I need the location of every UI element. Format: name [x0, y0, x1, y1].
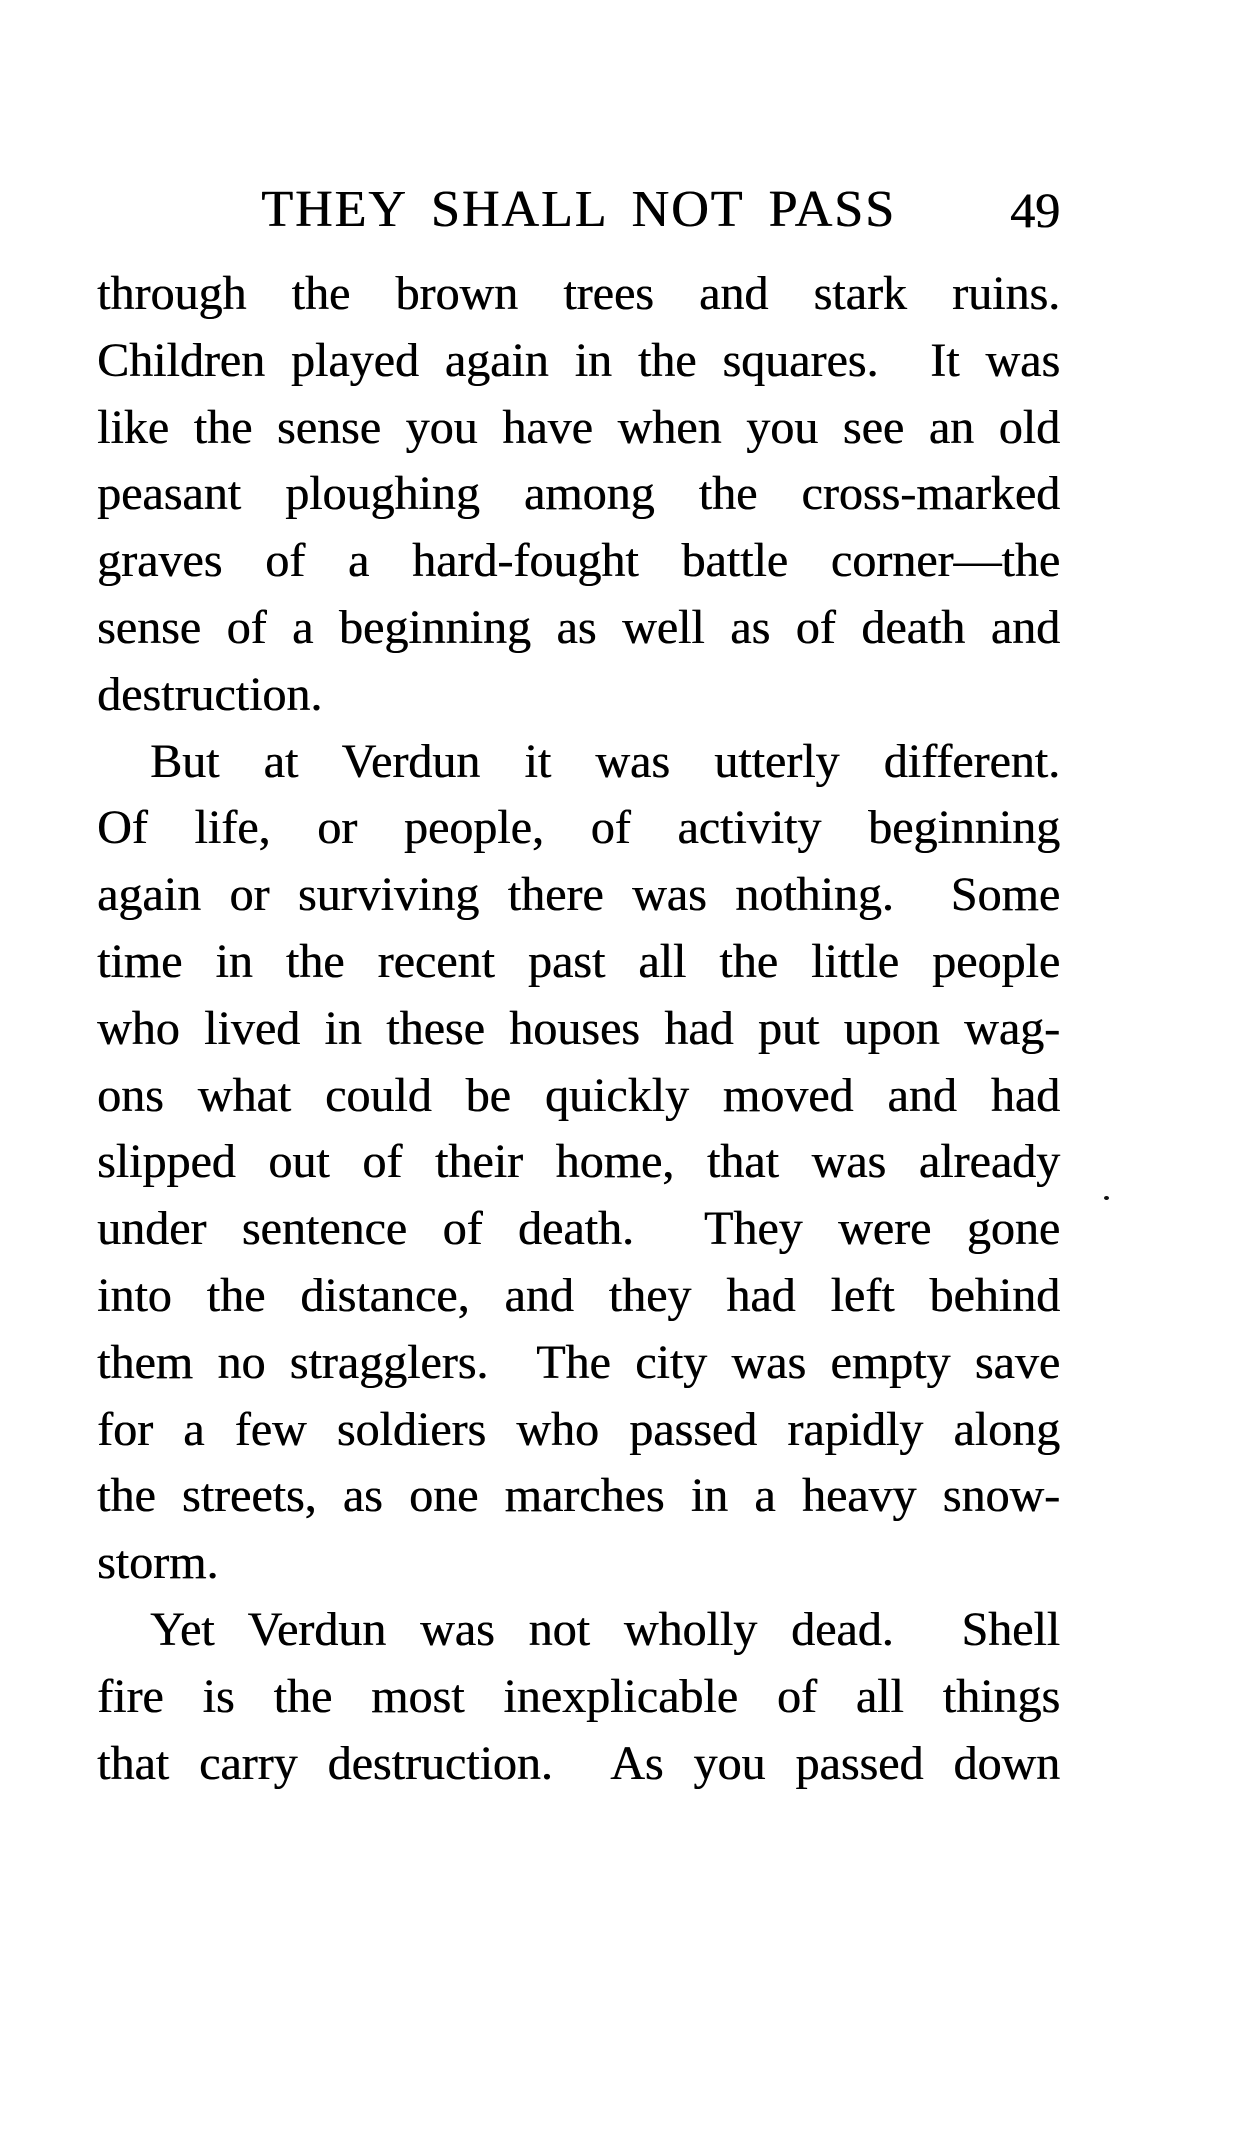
- text-line: But at Verdun it was utterly different.: [150, 734, 1060, 788]
- text-line: time in the recent past all the little people: [97, 934, 1060, 988]
- text-line: under sentence of death. They were gone: [97, 1202, 1060, 1256]
- text-line: slipped out of their home, that was already: [97, 1135, 1060, 1189]
- text-line: peasant ploughing among the cross-marked: [97, 467, 1060, 521]
- text-line: again or surviving there was nothing. Some: [97, 868, 1060, 922]
- text-line: who lived in these houses had put upon wag-: [97, 1001, 1060, 1055]
- text-line: that carry destruction. As you passed down: [97, 1736, 1060, 1790]
- text-line: sense of a beginning as well as of death and: [97, 600, 1060, 654]
- page-title: THEY SHALL NOT PASS: [261, 181, 896, 238]
- text-line: destruction.: [97, 667, 323, 721]
- text-line: Of life, or people, of activity beginning: [97, 801, 1060, 855]
- text-line: fire is the most inexplicable of all things: [97, 1669, 1060, 1723]
- text-line: like the sense you have when you see an old: [97, 400, 1060, 454]
- page-number: 49: [1010, 182, 1060, 238]
- running-head: [97, 181, 1060, 238]
- text-line: storm.: [97, 1536, 219, 1590]
- text-line: graves of a hard-fought battle corner—the: [97, 534, 1060, 588]
- text-line: into the distance, and they had left behind: [97, 1268, 1060, 1322]
- text-line: Children played again in the squares. It was: [97, 333, 1060, 387]
- page-body: [97, 261, 1060, 1797]
- text-line: ons what could be quickly moved and had: [97, 1068, 1060, 1122]
- scan-artifact-dot: [1104, 1196, 1109, 1200]
- text-line: them no stragglers. The city was empty save: [97, 1335, 1060, 1389]
- text-line: Yet Verdun was not wholly dead. Shell: [150, 1602, 1060, 1656]
- text-line: the streets, as one marches in a heavy snow-: [97, 1469, 1060, 1523]
- text-line: through the brown trees and stark ruins.: [97, 267, 1060, 320]
- text-line: for a few soldiers who passed rapidly along: [97, 1402, 1060, 1456]
